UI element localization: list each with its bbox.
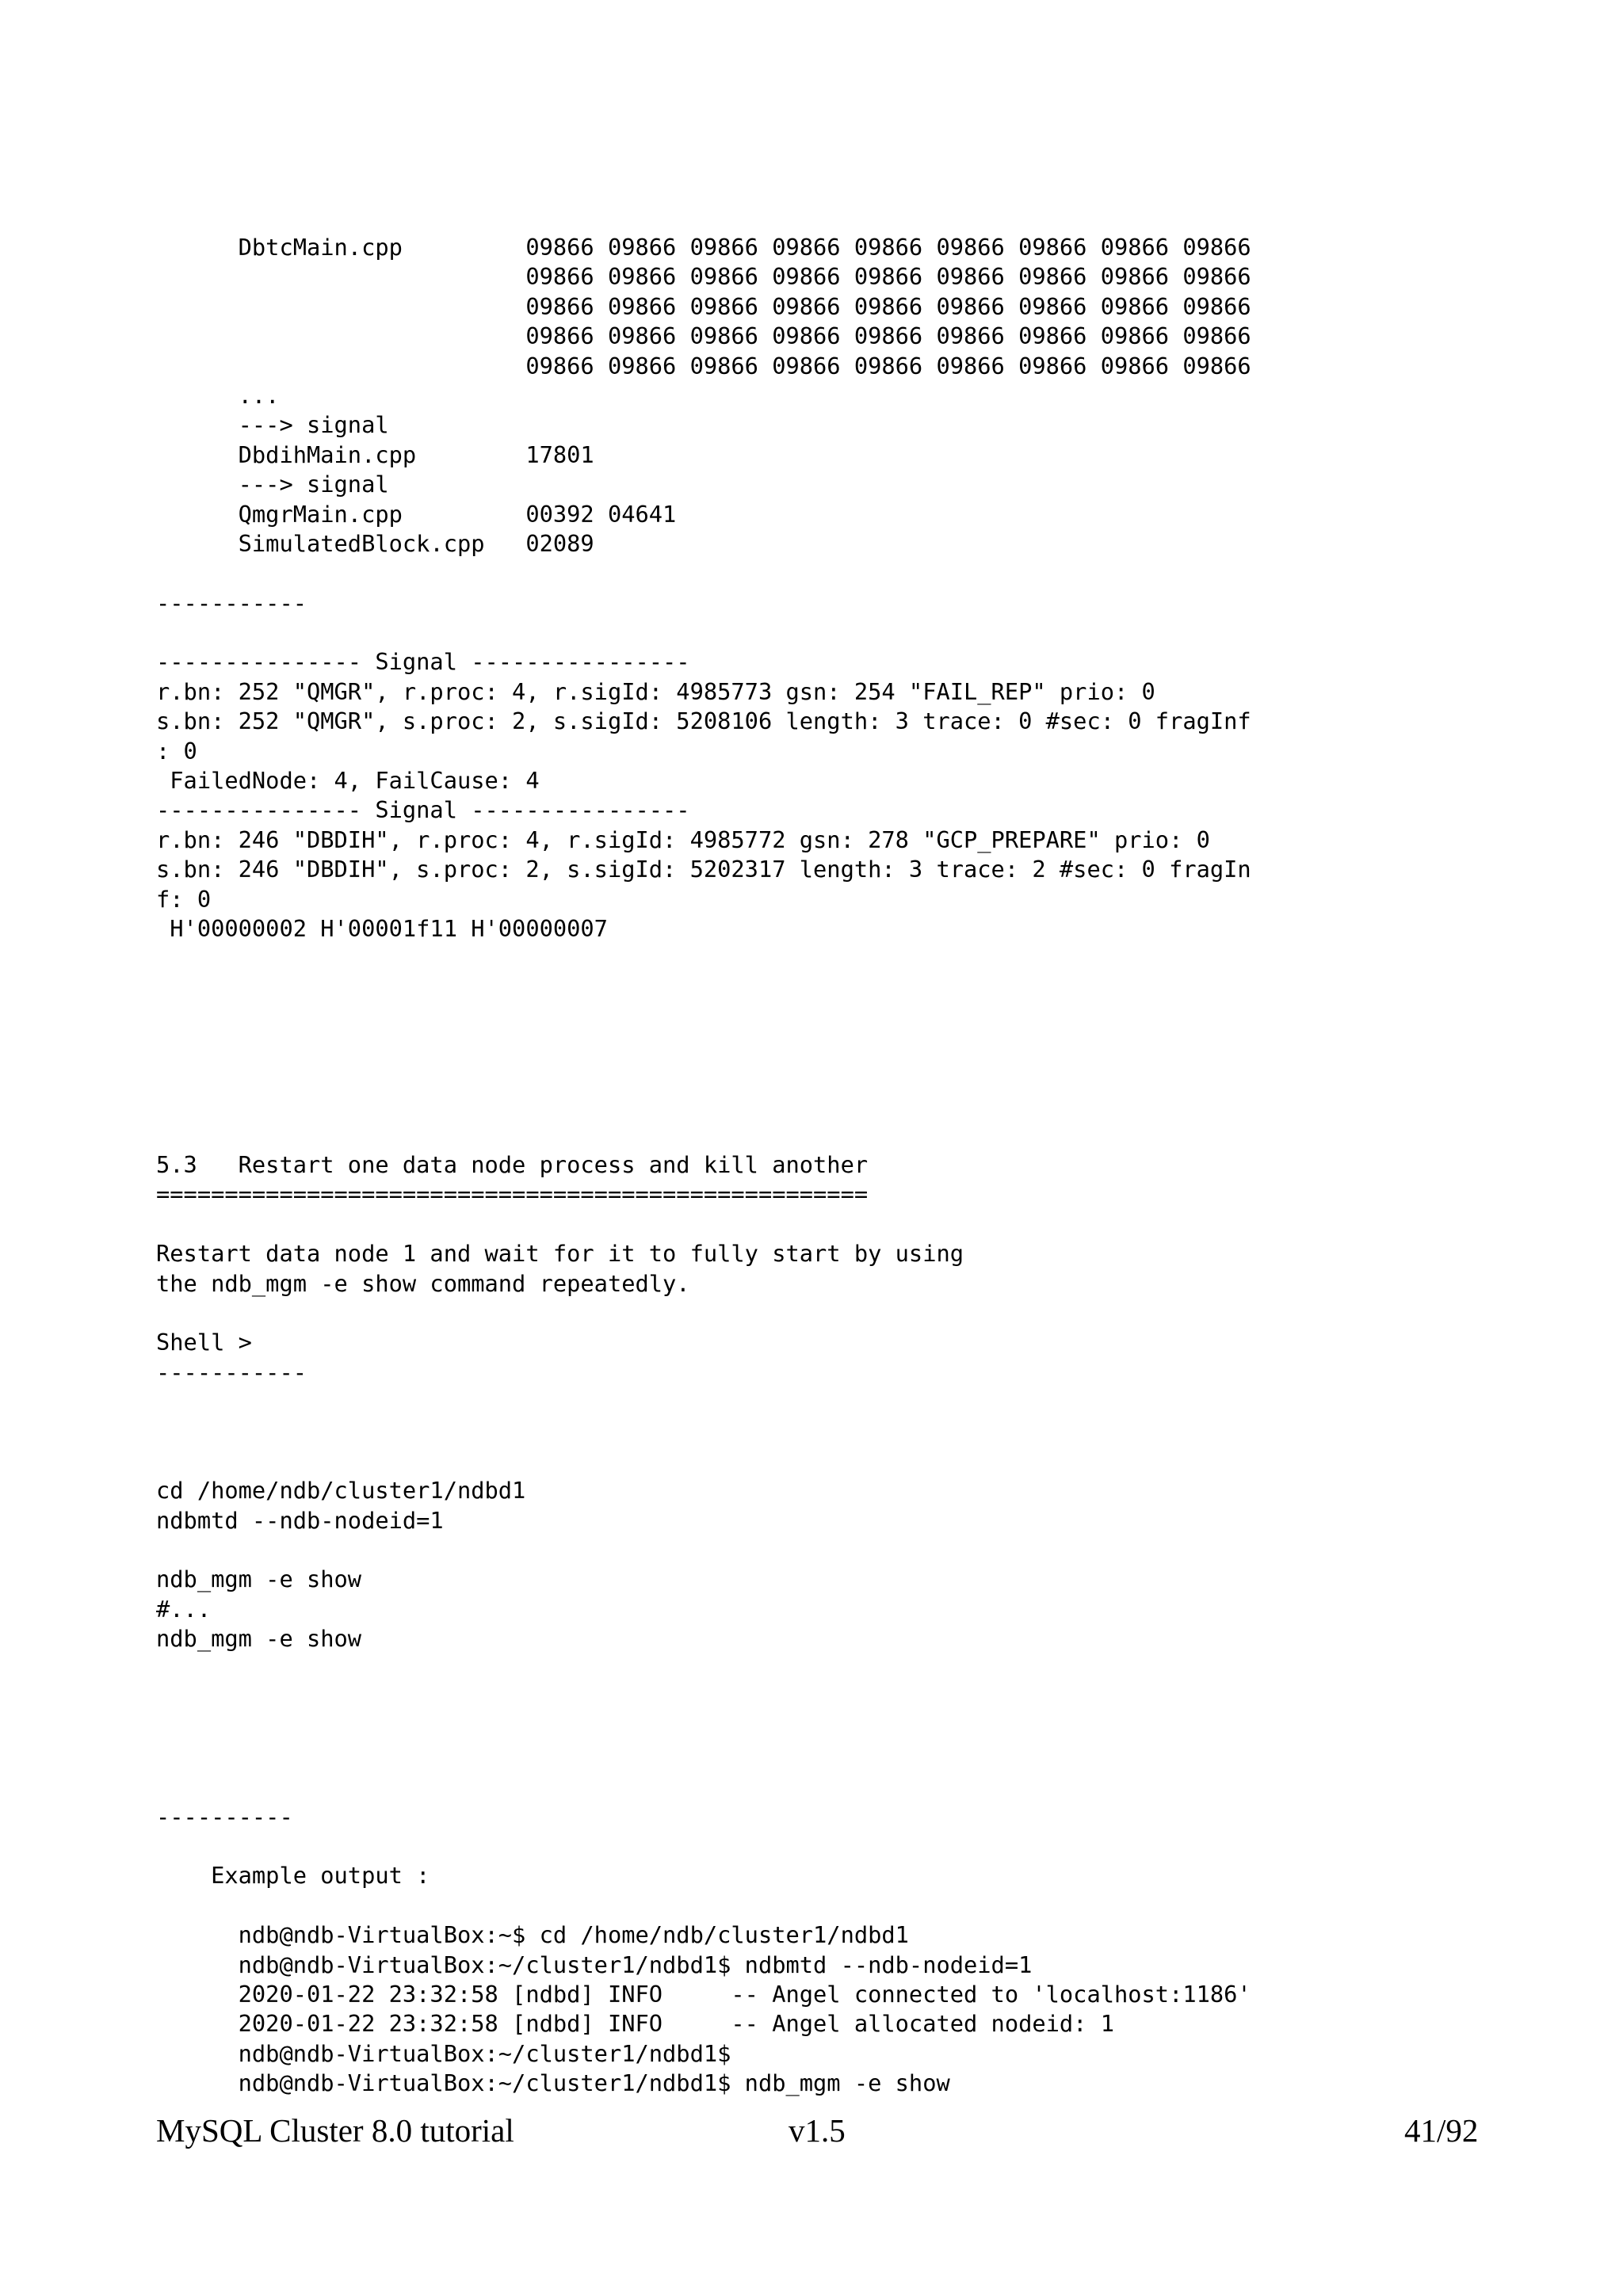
text-line: f: 0 <box>156 885 212 913</box>
footer-version: v1.5 <box>789 2112 846 2149</box>
text-line: Example output : <box>156 1862 430 1890</box>
text-line <box>156 1772 1503 1802</box>
text-line <box>156 1535 1503 1565</box>
text-line: H'00000002 H'00001f11 H'00000007 <box>156 914 608 942</box>
text-line <box>156 1447 1503 1476</box>
text-line: ... <box>156 381 280 409</box>
text-line: DbtcMain.cpp 09866 09866 09866 09866 09866 09866 09866 09866 09866 <box>156 234 1251 261</box>
text-line <box>156 1832 1503 1861</box>
text-line: DbdihMain.cpp 17801 <box>156 441 594 468</box>
text-line: r.bn: 246 "DBDIH", r.proc: 4, r.sigId: 4985772 gsn: 278 "GCP_PREPARE" prio: 0 <box>156 826 1210 853</box>
text-line: Shell > <box>156 1329 252 1356</box>
text-line <box>156 1299 1503 1328</box>
text-line <box>156 559 1503 588</box>
text-line: --------------- Signal ---------------- <box>156 648 690 676</box>
footer-document-title: MySQL Cluster 8.0 tutorial <box>156 2112 514 2149</box>
text-line: ----------- <box>156 589 307 616</box>
text-line <box>156 1654 1503 1684</box>
text-line <box>156 1387 1503 1417</box>
text-line <box>156 1713 1503 1742</box>
text-line: the ndb_mgm -e show command repeatedly. <box>156 1269 690 1297</box>
text-line: 2020-01-22 23:32:58 [ndbd] INFO -- Angel connected to 'localhost:1186' <box>156 1980 1251 2008</box>
text-line: 09866 09866 09866 09866 09866 09866 09866 09866 09866 <box>156 352 1251 379</box>
text-line: ----------- <box>156 1358 307 1386</box>
text-line: s.bn: 252 "QMGR", s.proc: 2, s.sigId: 5208106 length: 3 trace: 0 #sec: 0 fragInf <box>156 707 1251 735</box>
text-line: s.bn: 246 "DBDIH", s.proc: 2, s.sigId: 5202317 length: 3 trace: 2 #sec: 0 fragIn <box>156 856 1251 883</box>
text-line: ndb_mgm -e show <box>156 1625 362 1653</box>
text-line <box>156 1417 1503 1447</box>
text-line: 2020-01-22 23:32:58 [ndbd] INFO -- Angel allocated nodeid: 1 <box>156 2010 1114 2038</box>
text-line <box>156 1743 1503 1772</box>
text-line: QmgrMain.cpp 00392 04641 <box>156 500 677 528</box>
text-line: ---------- <box>156 1802 293 1830</box>
text-line: ndb@ndb-VirtualBox:~/cluster1/ndbd1$ ndbmtd --ndb-nodeid=1 <box>156 1951 1033 1978</box>
text-line: 09866 09866 09866 09866 09866 09866 09866 09866 09866 <box>156 322 1251 350</box>
text-line: ---> signal <box>156 471 389 498</box>
text-line: ndbmtd --ndb-nodeid=1 <box>156 1506 444 1534</box>
text-line: : 0 <box>156 737 197 765</box>
text-line <box>156 618 1503 647</box>
text-line <box>156 1684 1503 1713</box>
text-line: ndb_mgm -e show <box>156 1566 362 1593</box>
text-line <box>156 1891 1503 1920</box>
text-line: 09866 09866 09866 09866 09866 09866 09866 09866 09866 <box>156 263 1251 291</box>
trace-output-block <box>156 233 1503 944</box>
text-line: ==================================================== <box>156 1180 869 1208</box>
text-line: 5.3 Restart one data node process and kill another <box>156 1151 869 1178</box>
text-line: FailedNode: 4, FailCause: 4 <box>156 767 540 795</box>
text-line: cd /home/ndb/cluster1/ndbd1 <box>156 1477 526 1505</box>
text-line: 09866 09866 09866 09866 09866 09866 09866 09866 09866 <box>156 292 1251 320</box>
text-line: Restart data node 1 and wait for it to fully start by using <box>156 1240 964 1268</box>
text-line: ndb@ndb-VirtualBox:~/cluster1/ndbd1$ <box>156 2039 731 2067</box>
text-line: #... <box>156 1595 212 1623</box>
text-line: ---> signal <box>156 411 389 439</box>
text-line: ndb@ndb-VirtualBox:~$ cd /home/ndb/cluster1/ndbd1 <box>156 1921 909 1949</box>
footer-page-number: 41/92 <box>1404 2112 1479 2149</box>
text-line: r.bn: 252 "QMGR", r.proc: 4, r.sigId: 4985773 gsn: 254 "FAIL_REP" prio: 0 <box>156 677 1155 705</box>
text-line: --------------- Signal ---------------- <box>156 796 690 824</box>
text-line: SimulatedBlock.cpp 02089 <box>156 529 594 557</box>
text-line <box>156 1210 1503 1239</box>
text-line: ndb@ndb-VirtualBox:~/cluster1/ndbd1$ ndb_mgm -e show <box>156 2069 950 2097</box>
section-5-3-block <box>156 1150 1503 2099</box>
